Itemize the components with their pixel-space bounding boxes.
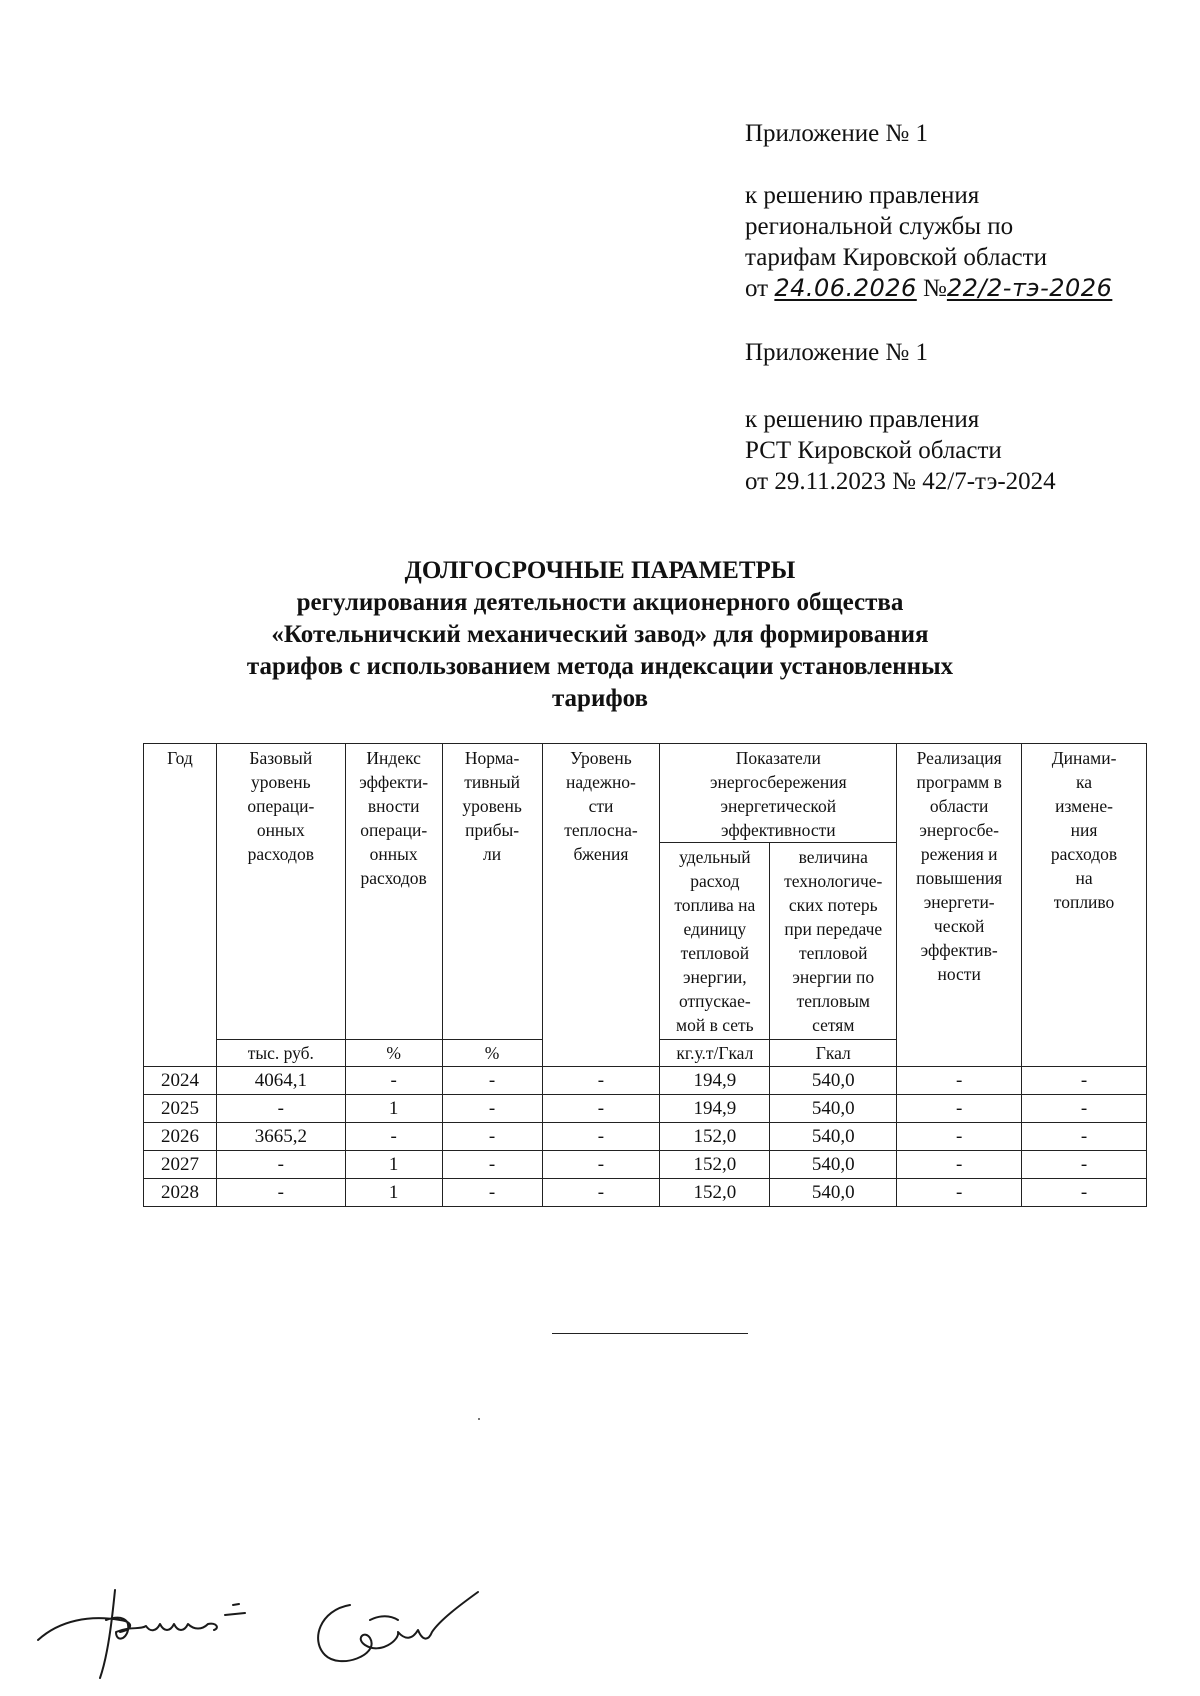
- header-reliability: Уровень надежно- сти теплосна- бжения: [542, 744, 660, 1067]
- cell-index: 1: [345, 1095, 442, 1123]
- cell-programs: -: [897, 1179, 1022, 1207]
- cell-base: -: [216, 1179, 345, 1207]
- parameters-table: [143, 743, 1147, 1207]
- title-line2: регулирования деятельности акционерного общества: [296, 589, 904, 616]
- cell-base: -: [216, 1095, 345, 1123]
- cell-losses: 540,0: [770, 1151, 897, 1179]
- cell-norm: -: [442, 1095, 542, 1123]
- title-line4: тарифов с использованием метода индексации установленных: [246, 653, 954, 680]
- annex-old-body: [745, 404, 1175, 497]
- cell-fuel: 194,9: [660, 1095, 770, 1123]
- cell-losses: 540,0: [770, 1123, 897, 1151]
- cell-losses: 540,0: [770, 1179, 897, 1207]
- cell-base: -: [216, 1151, 345, 1179]
- cell-year: 2025: [144, 1095, 217, 1123]
- cell-index: 1: [345, 1179, 442, 1207]
- table-row: [144, 1123, 1147, 1151]
- cell-year: 2027: [144, 1151, 217, 1179]
- cell-year: 2026: [144, 1123, 217, 1151]
- cell-base: 3665,2: [216, 1123, 345, 1151]
- cell-programs: -: [897, 1067, 1022, 1095]
- annex-new-line2: региональной службы по: [745, 213, 1014, 240]
- header-index: Индекс эффекти- вности операци- онных расходов: [345, 744, 442, 1040]
- cell-norm: -: [442, 1179, 542, 1207]
- annex-old-line3: от 29.11.2023 № 42/7-тэ-2024: [745, 468, 1056, 495]
- annex-old-line1: к решению правления: [745, 406, 980, 433]
- annex-new-from-prefix: от: [745, 275, 769, 302]
- cell-dynamics: -: [1022, 1095, 1147, 1123]
- cell-index: -: [345, 1067, 442, 1095]
- cell-index: -: [345, 1123, 442, 1151]
- header-norm: Норма- тивный уровень прибы- ли: [442, 744, 542, 1040]
- title-line1: ДОЛГОСРОЧНЫЕ ПАРАМЕТРЫ: [404, 557, 796, 584]
- cell-programs: -: [897, 1123, 1022, 1151]
- cell-norm: -: [442, 1151, 542, 1179]
- annex-new-body: [745, 180, 1175, 304]
- cell-fuel: 152,0: [660, 1151, 770, 1179]
- annex-old-title-block: [745, 337, 1175, 368]
- table-row: [144, 1095, 1147, 1123]
- cell-base: 4064,1: [216, 1067, 345, 1095]
- cell-reliability: -: [542, 1123, 660, 1151]
- cell-losses: 540,0: [770, 1095, 897, 1123]
- table-row: [144, 1067, 1147, 1095]
- cell-reliability: -: [542, 1151, 660, 1179]
- cell-dynamics: -: [1022, 1123, 1147, 1151]
- header-dynamics: Динами- ка измене- ния расходов на топливо: [1022, 744, 1147, 1067]
- cell-programs: -: [897, 1095, 1022, 1123]
- annex-new-date: 24.06.2026: [774, 274, 917, 302]
- annex-new-title-block: [745, 118, 1175, 149]
- annex-new-number-prefix: №: [923, 275, 947, 302]
- cell-reliability: -: [542, 1067, 660, 1095]
- header-year: Год: [144, 744, 217, 1067]
- cell-dynamics: -: [1022, 1179, 1147, 1207]
- closing-divider: [552, 1333, 748, 1334]
- cell-norm: -: [442, 1123, 542, 1151]
- cell-losses: 540,0: [770, 1067, 897, 1095]
- table-row: [144, 1179, 1147, 1207]
- cell-norm: -: [442, 1067, 542, 1095]
- scan-speck: [478, 1418, 480, 1420]
- annex-old-title: Приложение № 1: [745, 339, 929, 366]
- table-body: [144, 1067, 1147, 1207]
- table-row: [144, 1151, 1147, 1179]
- annex-new-date-line: [745, 273, 1175, 304]
- annex-new-number: 22/2-тэ-2026: [946, 274, 1113, 302]
- signature-1: [38, 1590, 245, 1678]
- unit-losses: Гкал: [770, 1040, 897, 1067]
- document-title: [150, 555, 1050, 715]
- cell-fuel: 152,0: [660, 1123, 770, 1151]
- cell-programs: -: [897, 1151, 1022, 1179]
- annex-new-line1: к решению правления: [745, 182, 980, 209]
- unit-index: %: [345, 1040, 442, 1067]
- cell-year: 2024: [144, 1067, 217, 1095]
- cell-reliability: -: [542, 1179, 660, 1207]
- cell-index: 1: [345, 1151, 442, 1179]
- annex-new-title: Приложение № 1: [745, 120, 929, 147]
- title-line3: «Котельничский механический завод» для формирования: [271, 621, 929, 648]
- cell-dynamics: -: [1022, 1067, 1147, 1095]
- cell-year: 2028: [144, 1179, 217, 1207]
- annex-new-line3: тарифам Кировской области: [745, 244, 1047, 271]
- header-energy-group: Показатели энергосбережения энергетической эффективности: [660, 744, 897, 843]
- handwritten-signatures: [20, 1560, 490, 1690]
- cell-dynamics: -: [1022, 1151, 1147, 1179]
- cell-reliability: -: [542, 1095, 660, 1123]
- annex-old-line2: РСТ Кировской области: [745, 437, 1002, 464]
- unit-fuel: кг.у.т/Гкал: [660, 1040, 770, 1067]
- header-programs: Реализация программ в области энергосбе- режения и повышения энергети- ческой эффектив- ности: [897, 744, 1022, 1067]
- cell-fuel: 152,0: [660, 1179, 770, 1207]
- unit-base: тыс. руб.: [216, 1040, 345, 1067]
- signature-2: [318, 1592, 478, 1661]
- header-base: Базовый уровень операци- онных расходов: [216, 744, 345, 1040]
- header-row-top: [144, 744, 1147, 843]
- header-losses: величина технологиче- ских потерь при передаче тепловой энергии по тепловым сетям: [770, 843, 897, 1040]
- cell-fuel: 194,9: [660, 1067, 770, 1095]
- title-line5: тарифов: [551, 685, 649, 712]
- header-fuel: удельный расход топлива на единицу тепловой энергии, отпускае- мой в сеть: [660, 843, 770, 1040]
- unit-norm: %: [442, 1040, 542, 1067]
